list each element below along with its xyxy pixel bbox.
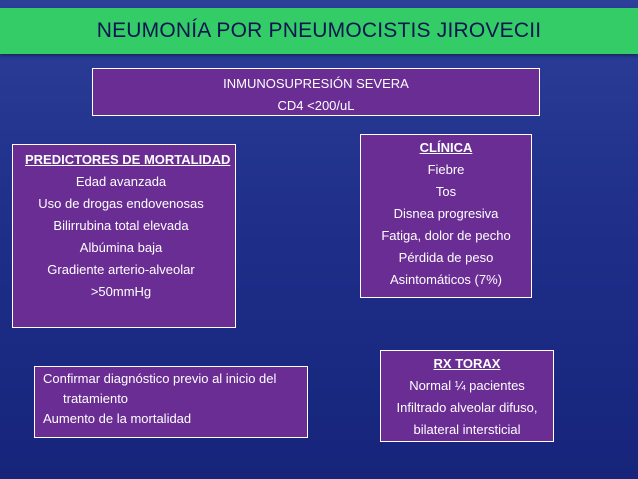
diagnostico-box <box>34 366 308 438</box>
clinica-item: Asintomáticos (7%) <box>390 272 502 287</box>
rx-item: Normal ¼ pacientes <box>409 378 525 393</box>
predictores-item: Uso de drogas endovenosas <box>38 196 204 211</box>
predictores-item: Gradiente arterio-alveolar <box>47 262 195 277</box>
predictores-item: >50mmHg <box>90 284 152 299</box>
diagnostico-item: Confirmar diagnóstico previo al inicio del tratamiento <box>43 371 277 406</box>
predictores-box <box>12 144 236 328</box>
predictores-heading: PREDICTORES DE MORTALIDAD <box>25 152 231 167</box>
predictores-item: Bilirrubina total elevada <box>53 218 189 233</box>
clinica-item: Tos <box>435 184 457 199</box>
inmuno-line-1: INMUNOSUPRESIÓN SEVERA <box>223 76 409 91</box>
clinica-heading: CLÍNICA <box>419 140 473 155</box>
predictores-item: Albúmina baja <box>79 240 163 255</box>
clinica-box <box>360 134 532 298</box>
clinica-item: Fiebre <box>427 162 465 177</box>
diagnostico-item: Aumento de la mortalidad <box>43 411 192 426</box>
inmuno-line-2: CD4 <200/uL <box>277 98 355 113</box>
predictores-item: Edad avanzada <box>75 174 167 189</box>
inmunosupresion-box <box>92 68 540 116</box>
clinica-item: Pérdida de peso <box>398 250 494 265</box>
page-title: NEUMONÍA POR PNEUMOCISTIS JIROVECII <box>96 19 542 42</box>
rx-item: bilateral intersticial <box>413 422 521 437</box>
rx-heading: RX TORAX <box>433 356 501 371</box>
rx-item: Infiltrado alveolar difuso, <box>396 400 538 415</box>
title-bar <box>0 8 638 54</box>
clinica-item: Disnea progresiva <box>393 206 499 221</box>
rx-torax-box <box>380 350 554 442</box>
clinica-item: Fatiga, dolor de pecho <box>381 228 511 243</box>
